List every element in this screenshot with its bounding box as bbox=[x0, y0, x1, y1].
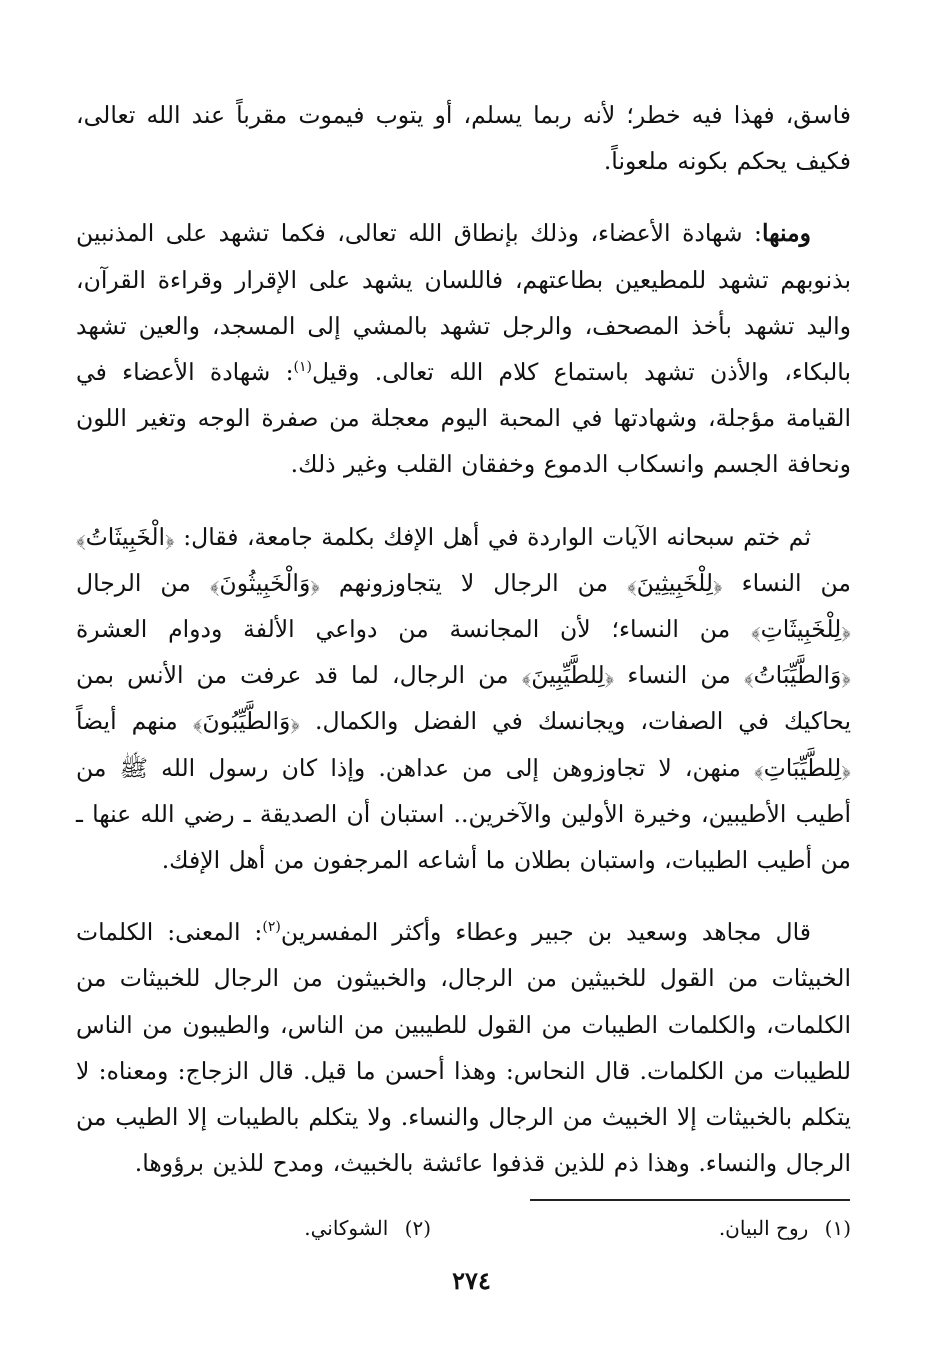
paragraph-2 bbox=[76, 210, 851, 487]
page-number: ٢٧٤ bbox=[452, 1266, 491, 1295]
paragraph-4-text-b: : المعنى: الكلمات الخبيثات من القول للخبيثين من الرجال، والخبيثون من الرجال للخبيثات من الكلمات، والكلمات الطيبات من القول للطيبين من الناس، والطيبون من الناس للطيبات من الكلمات. قال النحاس: وهذا أحسن ما قيل. قال الزجاج: ومعناه: لا يتكلم بالخبيثات إلا الخبيث من الرجال والنساء. ولا يتكلم بالطيبات إلا الطيب من الرجال والنساء. وهذا ذم للذين قذفوا عائشة بالخبيث، ومدح للذين برؤوها. bbox=[76, 918, 851, 1178]
paragraph-2-text-a: : شهادة الأعضاء، وذلك بإنطاق الله تعالى، فكما تشهد على المذنبين بذنوبهم تشهد للمطيعين بطاعتهم، فاللسان يشهد على الإقرار وقراءة القرآن، واليد تشهد بأخذ المصحف، والرجل تشهد بالمشي إلى المسجد، والعين تشهد بالبكاء، والأذن تشهد باستماع كلام الله تعالى. وقيل bbox=[76, 219, 851, 387]
footnote-2-number: (٢) bbox=[404, 1216, 431, 1240]
footnote-1-number: (١) bbox=[824, 1216, 851, 1240]
footnote-1-text: روح البيان. bbox=[718, 1216, 809, 1240]
page-body bbox=[76, 92, 851, 1186]
paragraph-1: فاسق، فهذا فيه خطر؛ لأنه ربما يسلم، أو يتوب فيموت مقرباً عند الله تعالى، فكيف يحكم بكونه ملعوناً. bbox=[76, 101, 851, 176]
footnotes bbox=[11, 1216, 851, 1240]
paragraph-3: ثم ختم سبحانه الآيات الواردة في أهل الإفك بكلمة جامعة، فقال: ﴿الْخَبِيثَاتُ﴾ من النساء ﴿لِلْخَبِيثِينَ﴾ من الرجال لا يتجاوزونهم ﴿وَالْخَبِيثُونَ﴾ من الرجال ﴿لِلْخَبِيثَاتِ﴾ من النساء؛ لأن المجانسة من دواعي الألفة ودوام العشرة ﴿وَالطَّيِّبَاتُ﴾ من النساء ﴿لِلطَّيِّبِينَ﴾ من الرجال، لما قد عرفت من الأنس بمن يحاكيك في الصفات، ويجانسك في الفضل والكمال. ﴿وَالطَّيِّبُونَ﴾ منهم أيضاً ﴿لِلطَّيِّبَاتِ﴾ منهن، لا تجاوزوهن إلى من عداهن. وإذا كان رسول الله ﷺ من أطيب الأطيبين، وخيرة الأولين والآخرين.. استبان أن الصديقة ـ رضي الله عنها ـ من أطيب الطيبات، واستبان بطلان ما أشاعه المرجفون من أهل الإفك. bbox=[76, 522, 851, 875]
footnote-2-text: الشوكاني. bbox=[304, 1216, 389, 1240]
footnote-ref-1[interactable]: (١) bbox=[293, 359, 312, 376]
footnote-ref-2[interactable]: (٢) bbox=[262, 919, 281, 936]
paragraph-2-text-b: : شهادة الأعضاء في القيامة مؤجلة، وشهادتها في المحبة اليوم معجلة من صفرة الوجه وتغير اللون ونحافة الجسم وانسكاب الدموع وخفقان القلب وغير ذلك. bbox=[76, 358, 851, 479]
footnote-1 bbox=[431, 1216, 851, 1240]
footnote-2 bbox=[11, 1216, 431, 1240]
paragraph-4-text-a: قال مجاهد وسعيد بن جبير وعطاء وأكثر المفسرين bbox=[280, 918, 811, 947]
footnote-divider bbox=[530, 1199, 850, 1201]
paragraph-2-lead: ومنها bbox=[761, 219, 811, 248]
paragraph-4 bbox=[76, 909, 851, 1186]
